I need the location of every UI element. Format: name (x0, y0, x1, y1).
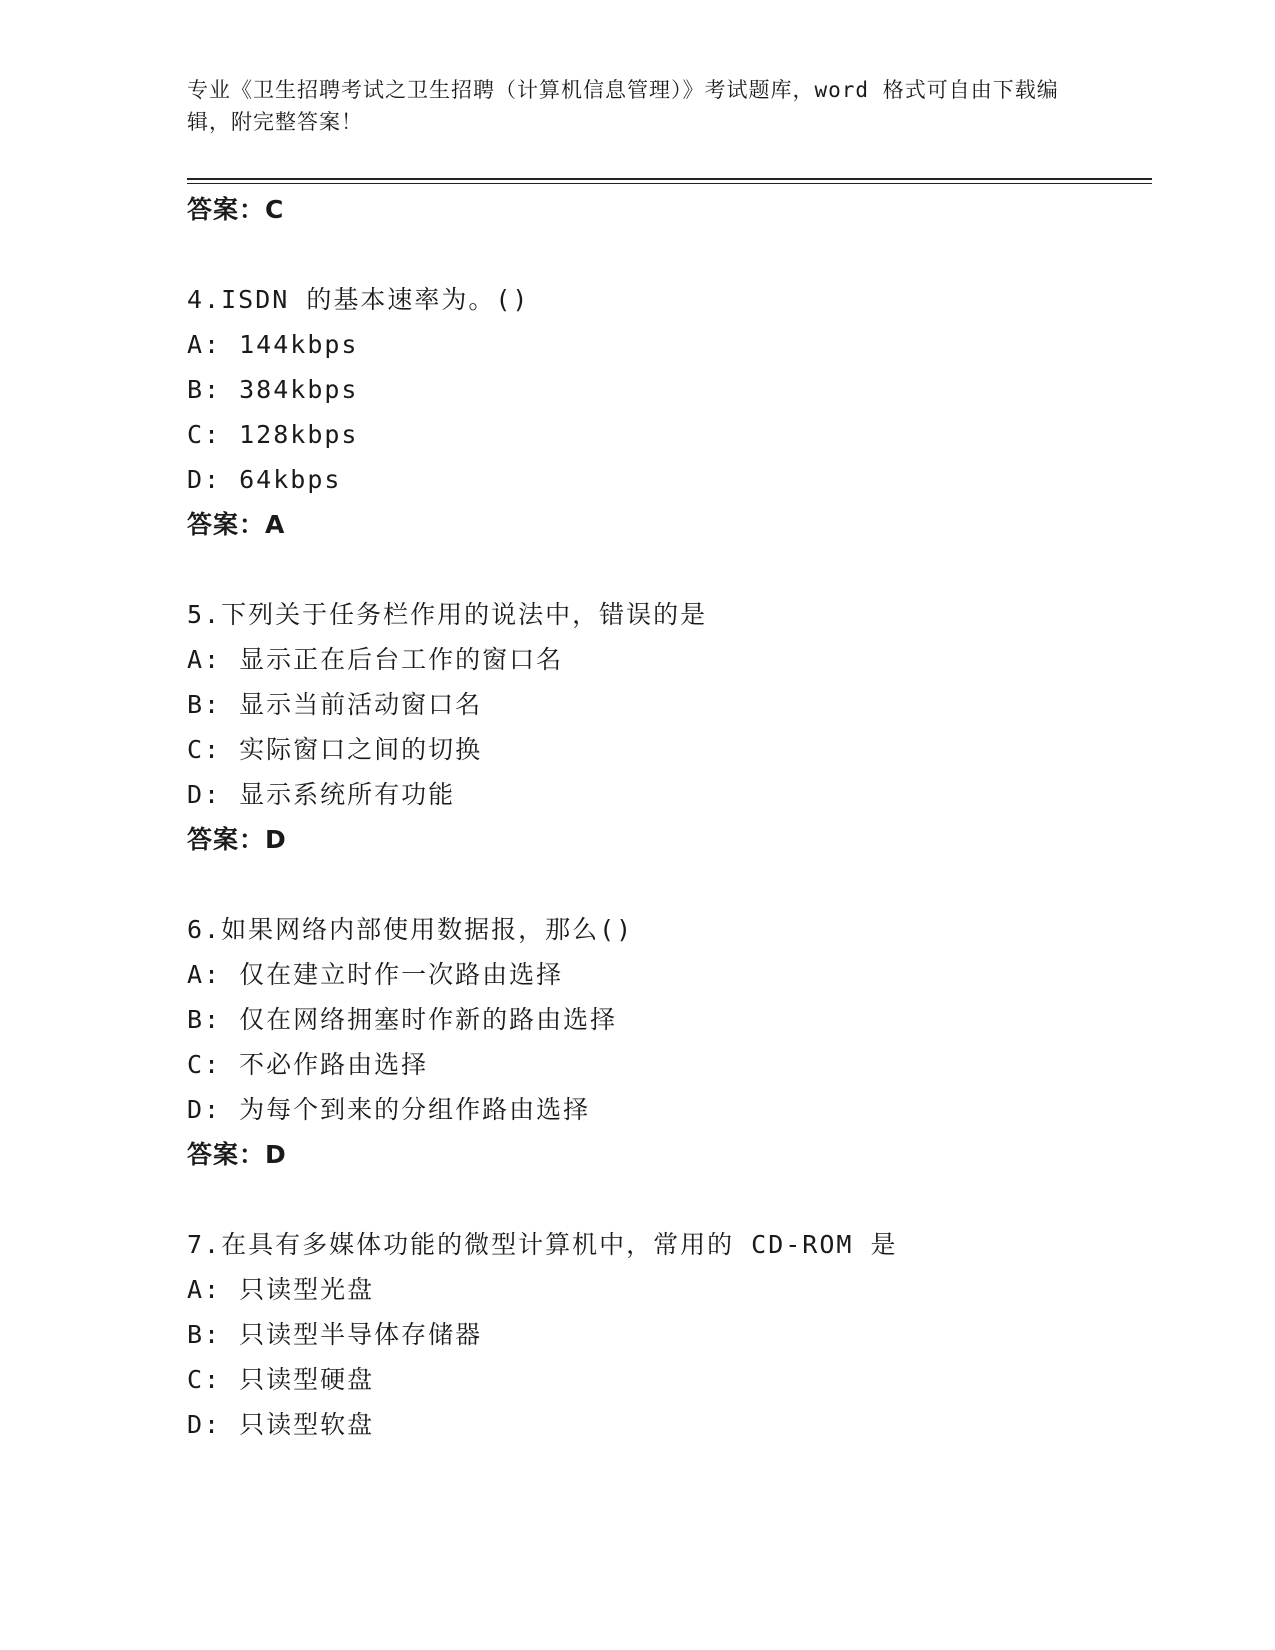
option-a (187, 959, 563, 991)
option-d (187, 779, 455, 811)
answer-line: 答案：A (187, 510, 286, 539)
option-letter: C: (187, 420, 222, 449)
header-rule-thick (187, 178, 1152, 180)
option-text: 仅在网络拥塞时作新的路由选择 (239, 1005, 618, 1034)
option-text: 不必作路由选择 (239, 1050, 429, 1079)
option-letter: A: (187, 330, 222, 359)
option-c (187, 734, 482, 766)
option-text: 为每个到来的分组作路由选择 (239, 1095, 591, 1124)
option-letter: C: (187, 1050, 222, 1079)
option-text: 144kbps (239, 330, 359, 359)
option-text: 只读型光盘 (239, 1275, 375, 1304)
option-letter: C: (187, 735, 222, 764)
option-d (187, 464, 341, 496)
header-rule-thin (187, 183, 1152, 184)
option-b (187, 689, 482, 721)
option-text: 只读型硬盘 (239, 1365, 375, 1394)
option-a (187, 329, 358, 361)
option-b (187, 1319, 482, 1351)
option-text: 仅在建立时作一次路由选择 (239, 960, 564, 989)
option-text: 只读型软盘 (239, 1410, 375, 1439)
option-letter: D: (187, 1095, 222, 1124)
option-letter: A: (187, 960, 222, 989)
option-b (187, 1004, 617, 1036)
option-d (187, 1409, 374, 1441)
question-stem: 6.如果网络内部使用数据报，那么() (187, 915, 634, 944)
question-stem: 5.下列关于任务栏作用的说法中，错误的是 (187, 600, 708, 629)
option-text: 128kbps (239, 420, 359, 449)
option-text: 只读型半导体存储器 (239, 1320, 483, 1349)
option-letter: D: (187, 465, 222, 494)
option-text: 显示系统所有功能 (239, 780, 456, 809)
option-text: 实际窗口之间的切换 (239, 735, 483, 764)
answer-line: 答案：C (187, 195, 285, 224)
option-letter: A: (187, 1275, 222, 1304)
option-letter: D: (187, 1410, 222, 1439)
option-text: 显示正在后台工作的窗口名 (239, 645, 564, 674)
option-a (187, 1274, 374, 1306)
option-text: 384kbps (239, 375, 359, 404)
option-a (187, 644, 563, 676)
question-stem: 4.ISDN 的基本速率为。() (187, 285, 530, 314)
option-letter: C: (187, 1365, 222, 1394)
option-letter: B: (187, 375, 222, 404)
option-b (187, 374, 358, 406)
option-c (187, 1049, 428, 1081)
answer-line: 答案：D (187, 825, 287, 854)
option-letter: A: (187, 645, 222, 674)
option-letter: B: (187, 690, 222, 719)
option-text: 显示当前活动窗口名 (239, 690, 483, 719)
option-letter: D: (187, 780, 222, 809)
document-header: 专业《卫生招聘考试之卫生招聘（计算机信息管理）》考试题库，word 格式可自由下载编辑，附完整答案！ (187, 78, 1059, 134)
question-stem: 7.在具有多媒体功能的微型计算机中，常用的 CD-ROM 是 (187, 1230, 898, 1259)
option-letter: B: (187, 1320, 222, 1349)
option-c (187, 419, 358, 451)
option-c (187, 1364, 374, 1396)
option-letter: B: (187, 1005, 222, 1034)
answer-line: 答案：D (187, 1140, 287, 1169)
option-text: 64kbps (239, 465, 342, 494)
option-d (187, 1094, 590, 1126)
